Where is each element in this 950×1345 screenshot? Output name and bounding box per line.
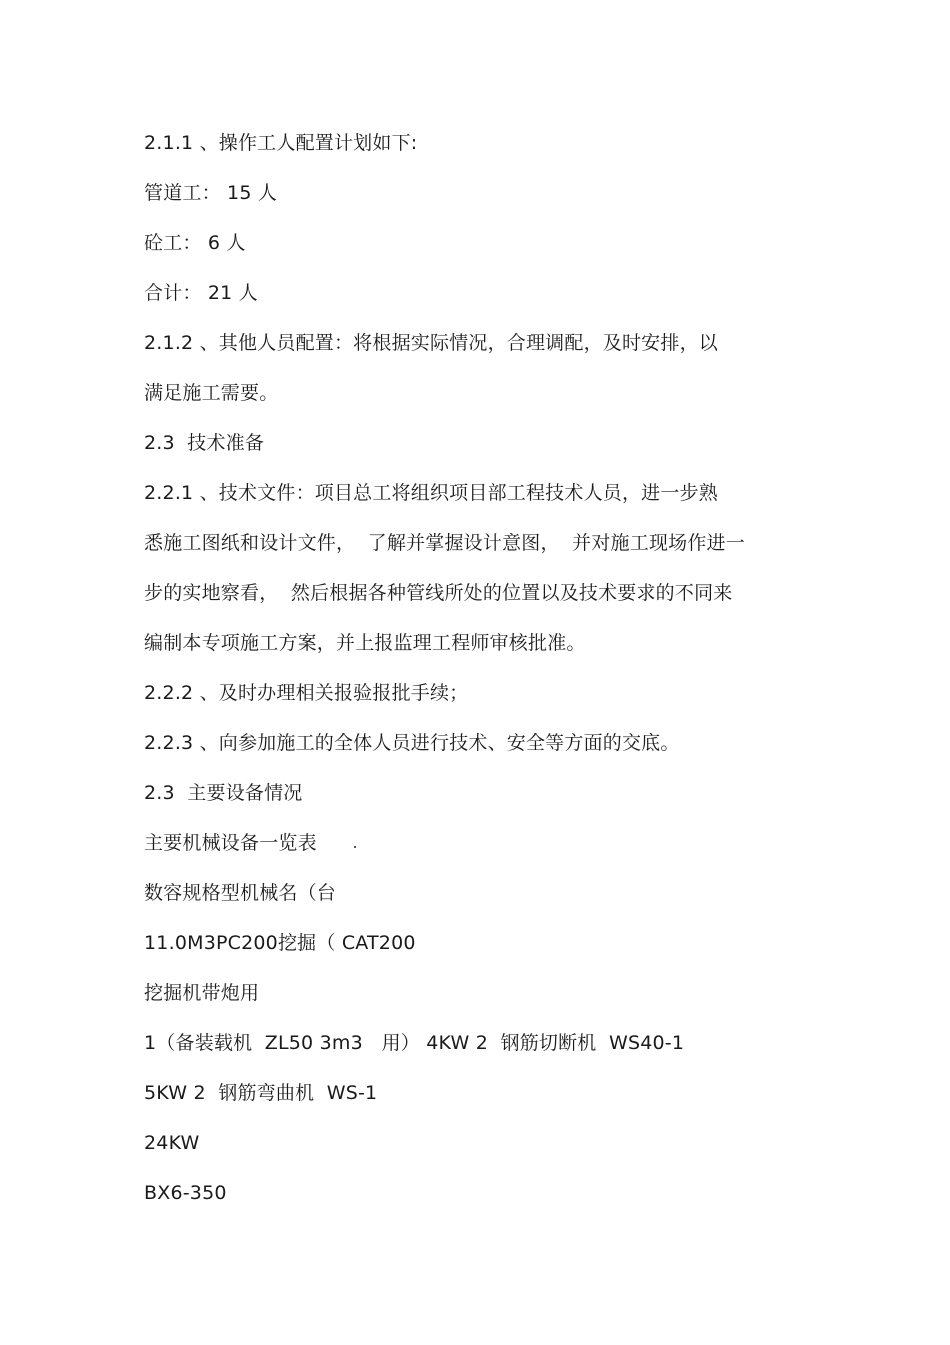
- equipment-table-header-row: 数容规格型机械名（台: [144, 882, 337, 904]
- section-2-2-1-text: 2.2.1 、技术文件：项目总工将组织项目部工程技术人员，进一步熟: [144, 482, 718, 504]
- section-2-2-1-line-4: 编制本专项施工方案，并上报监理工程师审核批准。: [144, 632, 586, 654]
- section-2-1-2-text: 2.1.2 、其他人员配置：将根据实际情况，合理调配，及时安排，以: [144, 332, 718, 354]
- section-2-2-1-line-2: 悉施工图纸和设计文件， 了解并掌握设计意图， 并对施工现场作进一: [144, 532, 745, 554]
- section-2-1-2-continued: 满足施工需要。: [144, 382, 279, 404]
- pipe-worker-count: 管道工： 15 人: [144, 182, 278, 204]
- equipment-heading: 2.3 主要设备情况: [144, 782, 303, 804]
- equipment-row-excavator: 11.0M3PC200挖掘（ CAT200: [144, 932, 416, 954]
- section-2-2-2-text: 2.2.2 、及时办理相关报验报批手续；: [144, 682, 469, 704]
- concrete-worker-count: 砼工： 6 人: [144, 232, 246, 254]
- total-worker-count: 合计： 21 人: [144, 282, 258, 304]
- equipment-row-bender: 5KW 2 钢筋弯曲机 WS-1: [144, 1082, 378, 1104]
- section-2-1-1-heading: 2.1.1 、操作工人配置计划如下:: [144, 132, 418, 154]
- equipment-table-title: 主要机械设备一览表: [144, 832, 317, 854]
- stray-dot-mark: [354, 846, 356, 848]
- equipment-row-power: 24KW: [144, 1132, 200, 1154]
- technical-preparation-heading: 2.3 技术准备: [144, 432, 265, 454]
- section-2-2-3-text: 2.2.3 、向参加施工的全体人员进行技术、安全等方面的交底。: [144, 732, 680, 754]
- equipment-row-welder-model: BX6-350: [144, 1182, 227, 1204]
- equipment-row-loader-cutter: 1（备装载机 ZL50 3m3 用） 4KW 2 钢筋切断机 WS40-1: [144, 1032, 685, 1054]
- equipment-row-excavator-hammer: 挖掘机带炮用: [144, 982, 260, 1004]
- section-2-2-1-line-3: 步的实地察看， 然后根据各种管线所处的位置以及技术要求的不同来: [144, 582, 733, 604]
